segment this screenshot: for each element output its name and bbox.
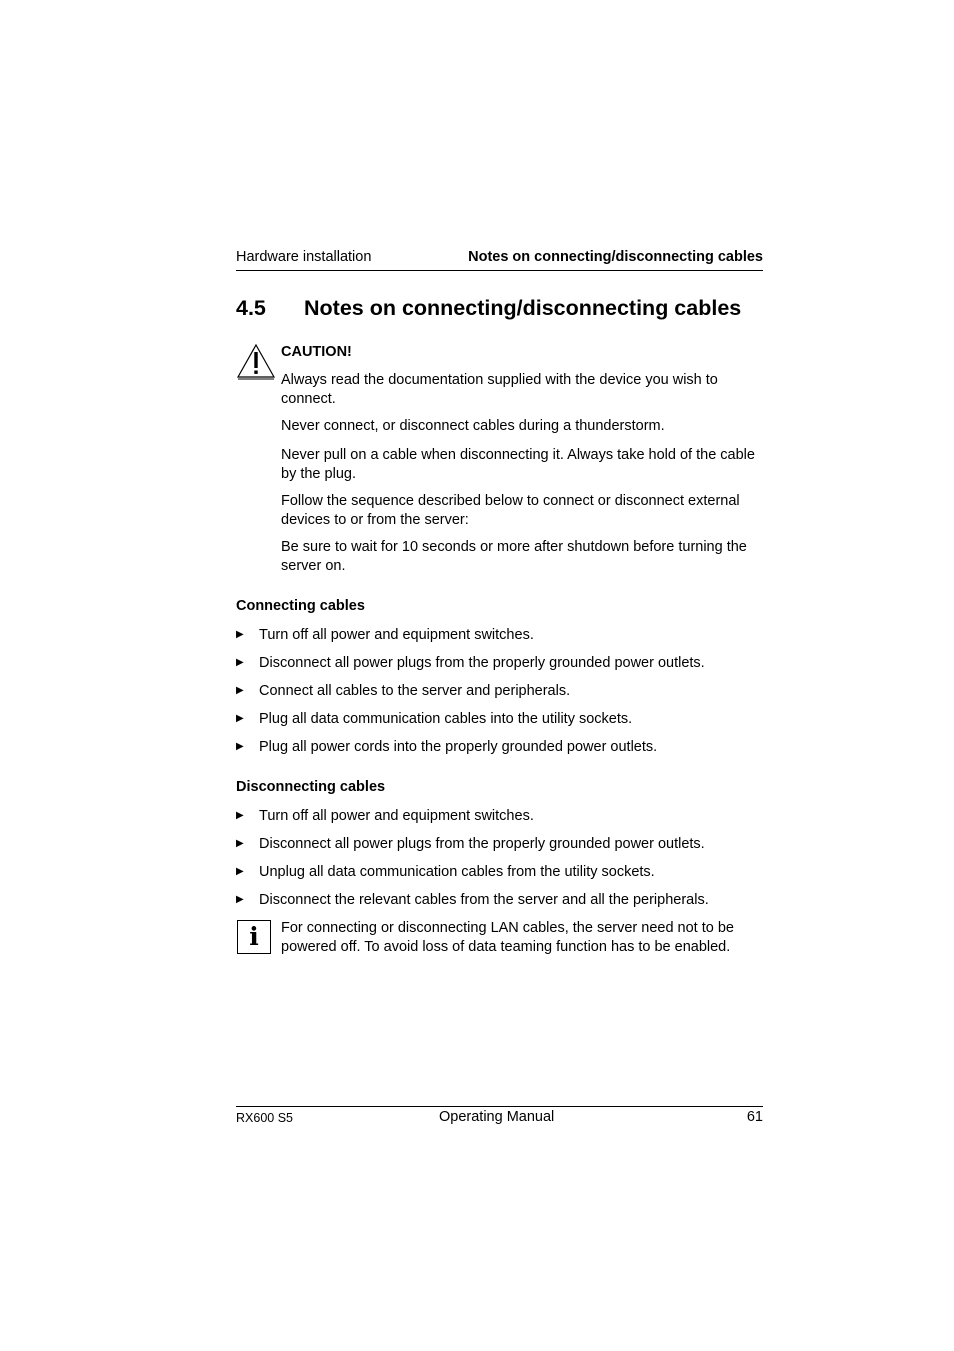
caution-paragraph: Be sure to wait for 10 seconds or more after shutdown before turning the server on. bbox=[281, 539, 747, 574]
list-item-text: Connect all cables to the server and peripherals. bbox=[259, 683, 571, 699]
caution-paragraph: Always read the documentation supplied with the device you wish to connect. bbox=[281, 372, 718, 407]
section-number: 4.5 bbox=[236, 296, 266, 320]
section-heading: Notes on connecting/disconnecting cables bbox=[304, 296, 742, 320]
section-title bbox=[236, 296, 741, 321]
info-note-text: For connecting or disconnecting LAN cables, the server need not to be powered off. To avoid loss of data teaming function has to be enabled. bbox=[281, 920, 734, 955]
footer-manual-title: Operating Manual bbox=[439, 1109, 555, 1125]
list-item-text: Turn off all power and equipment switches. bbox=[259, 808, 534, 824]
footer-divider bbox=[236, 1106, 763, 1107]
triangle-right-icon: ▶ bbox=[236, 838, 244, 849]
triangle-right-icon: ▶ bbox=[236, 810, 244, 821]
caution-label: CAUTION! bbox=[281, 344, 352, 360]
list-item-text: Unplug all data communication cables from the utility sockets. bbox=[259, 864, 655, 880]
triangle-right-icon: ▶ bbox=[236, 685, 244, 696]
list-item-text: Plug all power cords into the properly grounded power outlets. bbox=[259, 739, 658, 755]
list-item-text: Disconnect all power plugs from the properly grounded power outlets. bbox=[259, 836, 705, 852]
footer-model: RX600 S5 bbox=[236, 1111, 293, 1125]
list-item-text: Disconnect all power plugs from the properly grounded power outlets. bbox=[259, 655, 705, 671]
info-icon: i bbox=[237, 920, 271, 954]
connecting-heading: Connecting cables bbox=[236, 598, 365, 614]
header-chapter: Hardware installation bbox=[236, 249, 372, 265]
caution-paragraph: Never pull on a cable when disconnecting it. Always take hold of the cable by the plug. bbox=[281, 447, 755, 482]
triangle-right-icon: ▶ bbox=[236, 741, 244, 752]
list-item-text: Turn off all power and equipment switches. bbox=[259, 627, 534, 643]
caution-paragraph: Follow the sequence described below to connect or disconnect external devices to or from the server: bbox=[281, 493, 740, 528]
running-header bbox=[236, 247, 763, 271]
caution-paragraph: Never connect, or disconnect cables during a thunderstorm. bbox=[281, 418, 665, 434]
warning-triangle-icon bbox=[236, 342, 276, 380]
triangle-right-icon: ▶ bbox=[236, 713, 244, 724]
footer-page-number: 61 bbox=[746, 1109, 763, 1125]
header-section: Notes on connecting/disconnecting cables bbox=[468, 249, 763, 265]
disconnecting-heading: Disconnecting cables bbox=[236, 779, 386, 795]
triangle-right-icon: ▶ bbox=[236, 657, 244, 668]
triangle-right-icon: ▶ bbox=[236, 629, 244, 640]
list-item-text: Plug all data communication cables into the utility sockets. bbox=[259, 711, 633, 727]
document-page bbox=[236, 0, 763, 1351]
triangle-right-icon: ▶ bbox=[236, 866, 244, 877]
triangle-right-icon: ▶ bbox=[236, 894, 244, 905]
list-item-text: Disconnect the relevant cables from the server and all the peripherals. bbox=[259, 892, 709, 908]
